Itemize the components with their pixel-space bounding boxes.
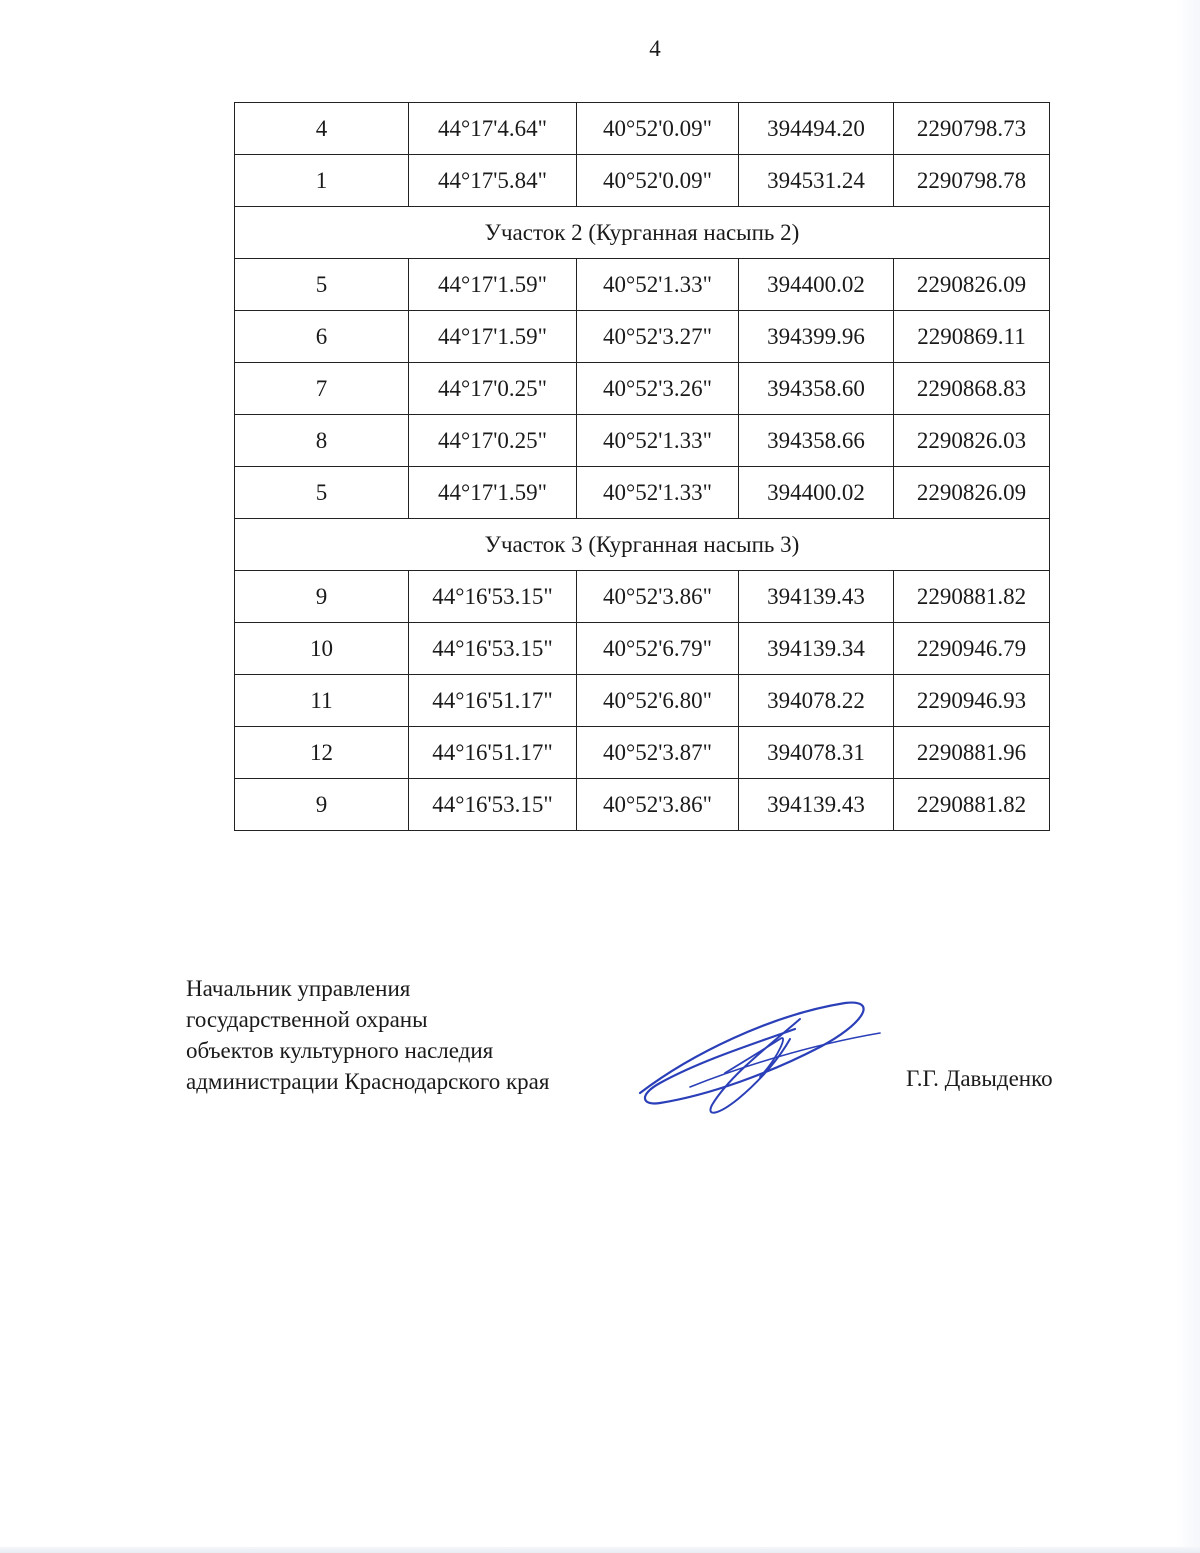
signature-stroke [690, 1033, 880, 1087]
point-number-cell: 7 [235, 363, 409, 415]
latitude-cell: 44°17'4.64" [409, 103, 577, 155]
table-row [235, 311, 1050, 363]
longitude-cell: 40°52'3.87" [577, 727, 739, 779]
coordinates-table [234, 102, 1050, 831]
y-coordinate-cell: 2290946.93 [894, 675, 1050, 727]
x-coordinate-cell: 394358.66 [739, 415, 894, 467]
longitude-cell: 40°52'1.33" [577, 415, 739, 467]
table-row [235, 727, 1050, 779]
y-coordinate-cell: 2290826.09 [894, 259, 1050, 311]
x-coordinate-cell: 394531.24 [739, 155, 894, 207]
point-number-cell: 11 [235, 675, 409, 727]
y-coordinate-cell: 2290946.79 [894, 623, 1050, 675]
longitude-cell: 40°52'1.33" [577, 467, 739, 519]
signatory-title-line: объектов культурного наследия [186, 1038, 494, 1063]
signatory-title-line: Начальник управления [186, 976, 411, 1001]
y-coordinate-cell: 2290798.73 [894, 103, 1050, 155]
latitude-cell: 44°16'53.15" [409, 623, 577, 675]
x-coordinate-cell: 394358.60 [739, 363, 894, 415]
latitude-cell: 44°17'0.25" [409, 363, 577, 415]
longitude-cell: 40°52'3.26" [577, 363, 739, 415]
signature-stroke [640, 1003, 864, 1104]
section-header-row [235, 207, 1050, 259]
x-coordinate-cell: 394399.96 [739, 311, 894, 363]
x-coordinate-cell: 394400.02 [739, 259, 894, 311]
x-coordinate-cell: 394139.43 [739, 571, 894, 623]
table-row [235, 779, 1050, 831]
latitude-cell: 44°17'0.25" [409, 415, 577, 467]
signatory-title-line: администрации Краснодарского края [186, 1069, 550, 1094]
table-row [235, 259, 1050, 311]
page-number: 4 [649, 36, 661, 61]
longitude-cell: 40°52'0.09" [577, 155, 739, 207]
table-row [235, 675, 1050, 727]
point-number-cell: 10 [235, 623, 409, 675]
table-row [235, 363, 1050, 415]
y-coordinate-cell: 2290869.11 [894, 311, 1050, 363]
table-row [235, 623, 1050, 675]
latitude-cell: 44°16'51.17" [409, 727, 577, 779]
y-coordinate-cell: 2290826.09 [894, 467, 1050, 519]
x-coordinate-cell: 394400.02 [739, 467, 894, 519]
table-row [235, 467, 1050, 519]
table-row [235, 571, 1050, 623]
longitude-cell: 40°52'6.79" [577, 623, 739, 675]
longitude-cell: 40°52'0.09" [577, 103, 739, 155]
latitude-cell: 44°17'5.84" [409, 155, 577, 207]
signatory-title-line: государственной охраны [186, 1007, 428, 1032]
y-coordinate-cell: 2290881.82 [894, 779, 1050, 831]
latitude-cell: 44°16'53.15" [409, 571, 577, 623]
y-coordinate-cell: 2290868.83 [894, 363, 1050, 415]
point-number-cell: 9 [235, 571, 409, 623]
point-number-cell: 5 [235, 467, 409, 519]
y-coordinate-cell: 2290881.82 [894, 571, 1050, 623]
latitude-cell: 44°16'53.15" [409, 779, 577, 831]
scan-edge-right [1176, 0, 1200, 1553]
latitude-cell: 44°16'51.17" [409, 675, 577, 727]
point-number-cell: 9 [235, 779, 409, 831]
table-row [235, 103, 1050, 155]
scan-edge-bottom [0, 1547, 1200, 1553]
coordinates-table-body [235, 103, 1050, 831]
longitude-cell: 40°52'6.80" [577, 675, 739, 727]
point-number-cell: 5 [235, 259, 409, 311]
y-coordinate-cell: 2290881.96 [894, 727, 1050, 779]
longitude-cell: 40°52'3.27" [577, 311, 739, 363]
point-number-cell: 12 [235, 727, 409, 779]
section-header-row [235, 519, 1050, 571]
y-coordinate-cell: 2290798.78 [894, 155, 1050, 207]
signatory-name: Г.Г. Давыденко [906, 1066, 1053, 1091]
point-number-cell: 1 [235, 155, 409, 207]
handwritten-signature [630, 995, 890, 1125]
point-number-cell: 4 [235, 103, 409, 155]
y-coordinate-cell: 2290826.03 [894, 415, 1050, 467]
latitude-cell: 44°17'1.59" [409, 259, 577, 311]
longitude-cell: 40°52'3.86" [577, 571, 739, 623]
x-coordinate-cell: 394494.20 [739, 103, 894, 155]
point-number-cell: 6 [235, 311, 409, 363]
longitude-cell: 40°52'1.33" [577, 259, 739, 311]
x-coordinate-cell: 394139.34 [739, 623, 894, 675]
signatory-title [186, 973, 549, 1097]
table-row [235, 155, 1050, 207]
table-row [235, 415, 1050, 467]
x-coordinate-cell: 394078.22 [739, 675, 894, 727]
latitude-cell: 44°17'1.59" [409, 467, 577, 519]
x-coordinate-cell: 394078.31 [739, 727, 894, 779]
longitude-cell: 40°52'3.86" [577, 779, 739, 831]
latitude-cell: 44°17'1.59" [409, 311, 577, 363]
section-header-cell: Участок 2 (Курганная насыпь 2) [235, 207, 1050, 259]
point-number-cell: 8 [235, 415, 409, 467]
x-coordinate-cell: 394139.43 [739, 779, 894, 831]
section-header-cell: Участок 3 (Курганная насыпь 3) [235, 519, 1050, 571]
